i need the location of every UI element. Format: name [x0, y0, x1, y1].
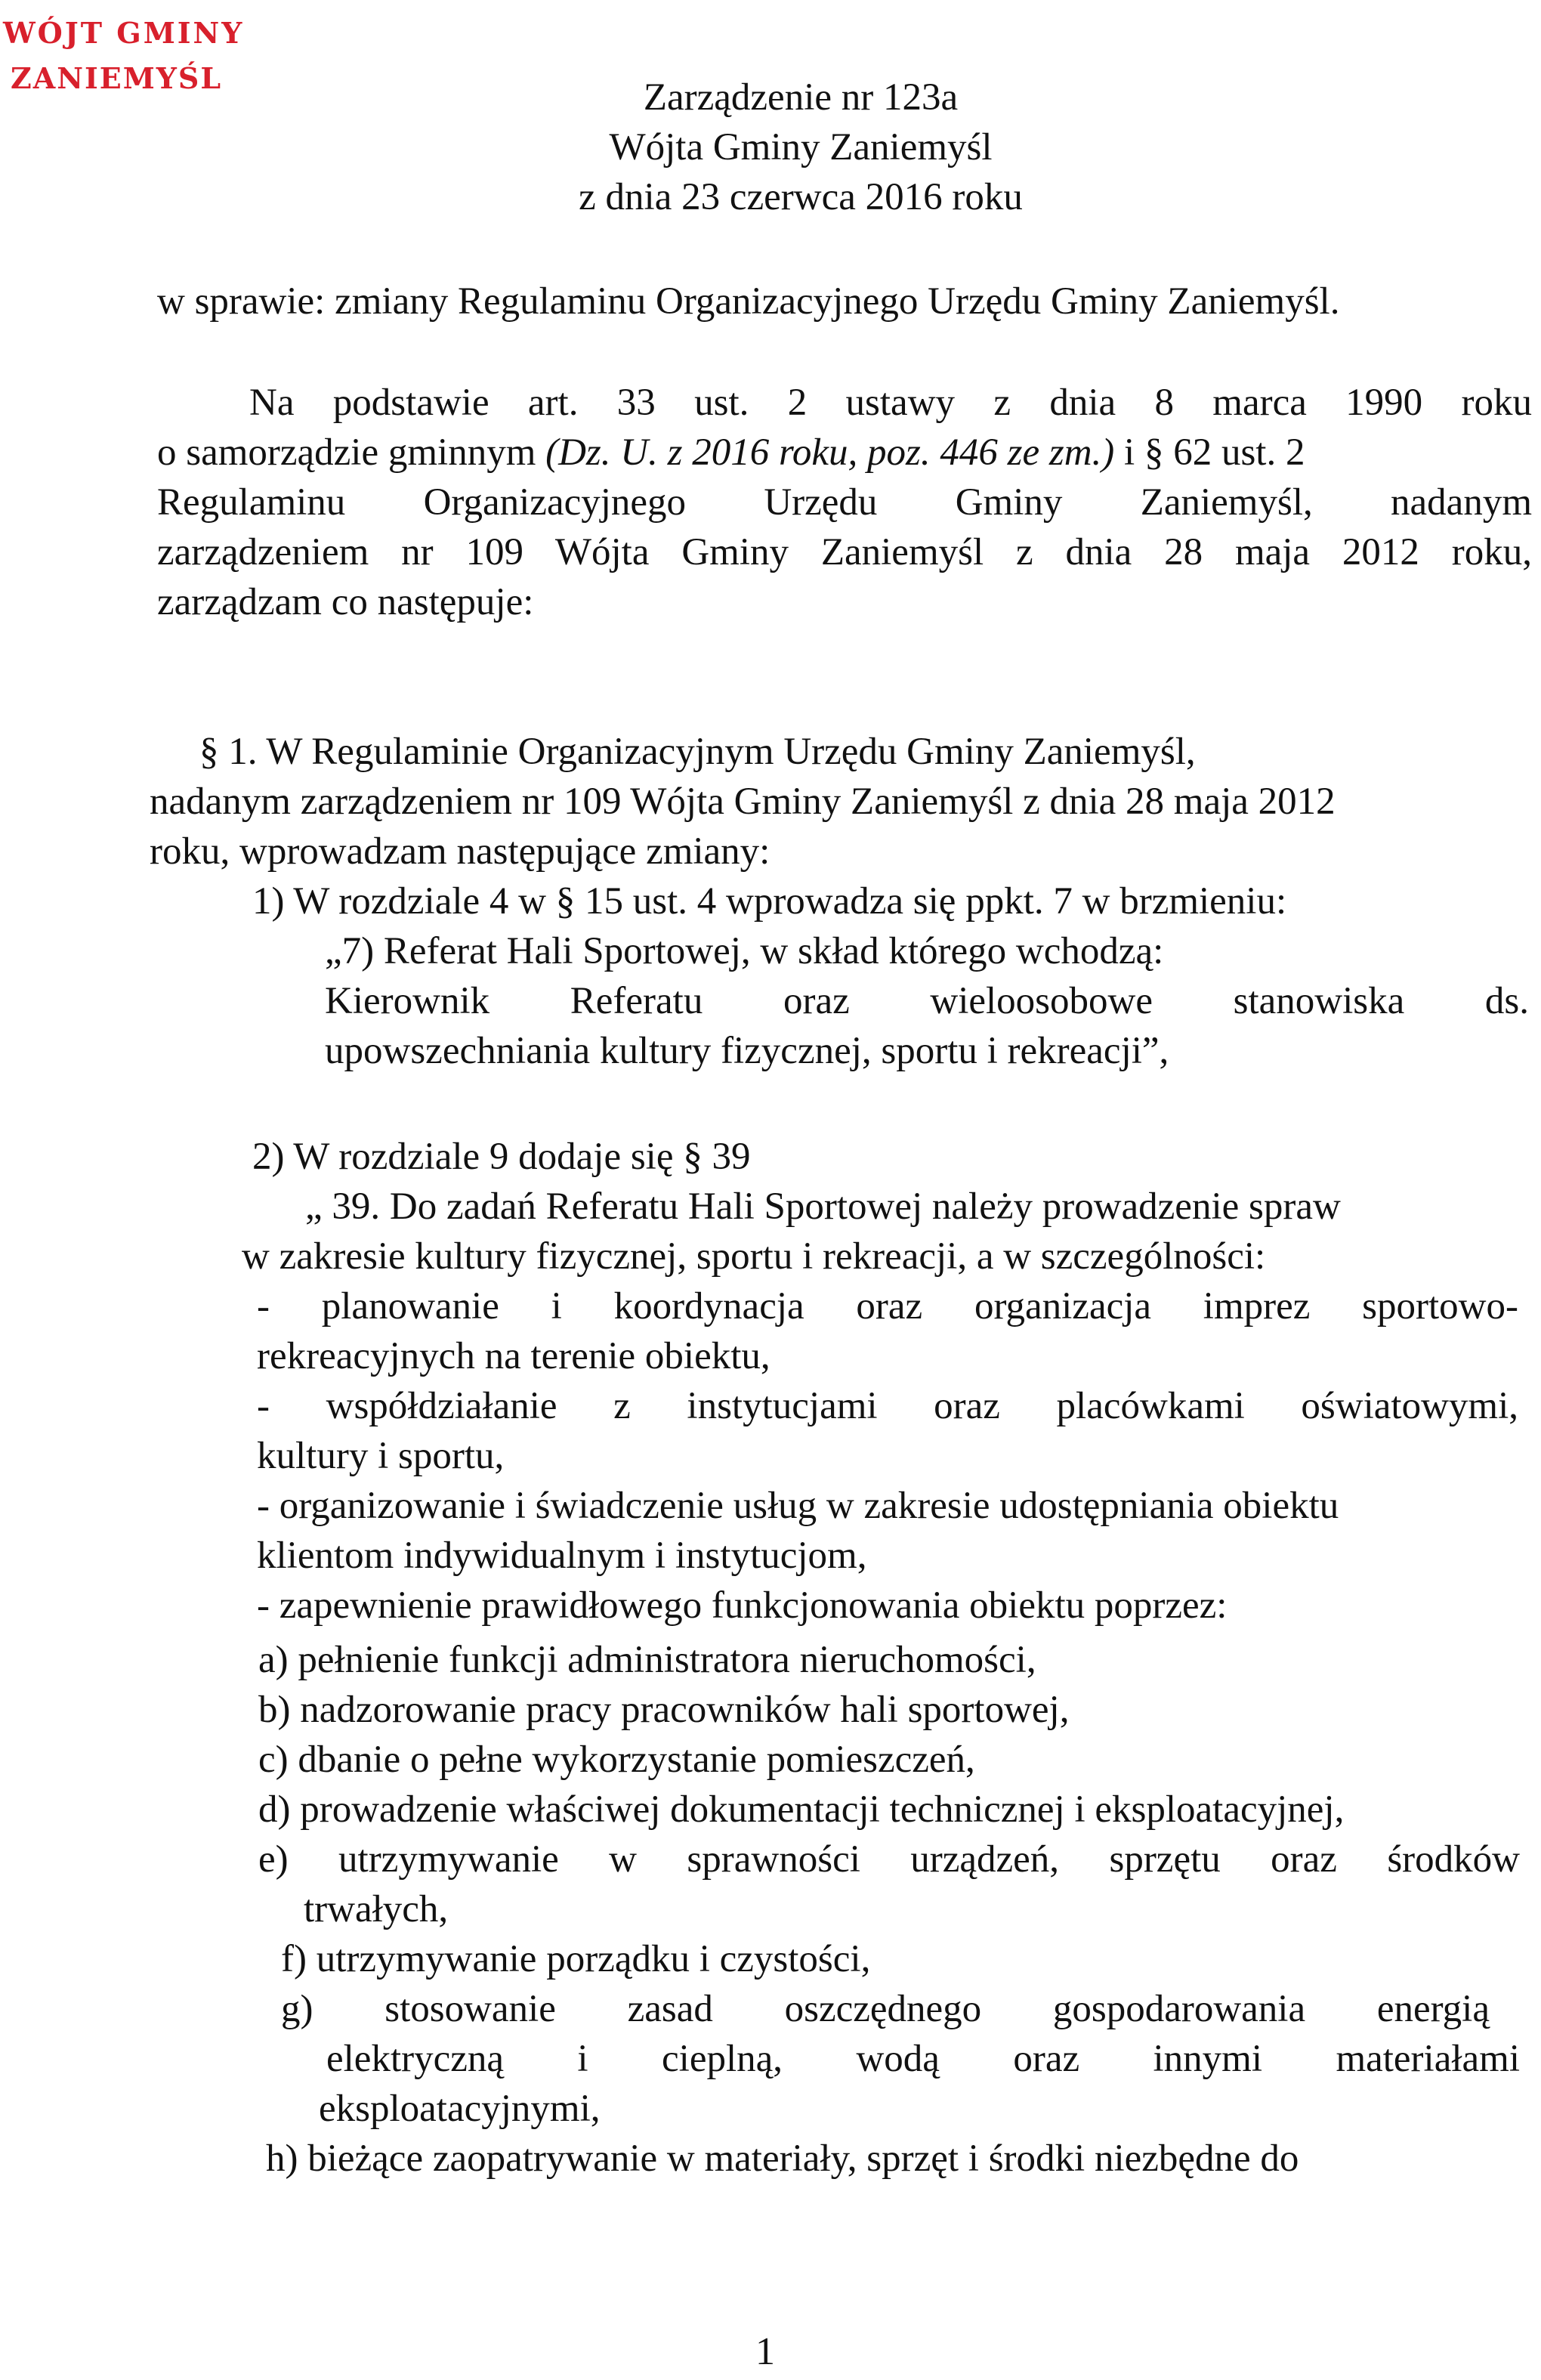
item-2-line: - współdziałanie z instytucjami oraz placówkami oświatowymi,: [257, 1385, 1518, 1427]
issuer: Wójta Gminy Zaniemyśl: [609, 126, 993, 168]
sub-item-continuation: eksploatacyjnymi,: [319, 2088, 601, 2130]
sub-item: e) utrzymywanie w sprawności urządzeń, sprzętu oraz środków: [258, 1838, 1520, 1881]
preamble: [157, 378, 1532, 627]
item-1-line: Kierownik Referatu oraz wieloosobowe stanowiska ds.: [325, 980, 1529, 1022]
official-stamp: [3, 11, 244, 101]
document-header: [574, 73, 1027, 222]
sub-item: h) bieżące zaopatrywanie w materiały, sprzęt i środki niezbędne do: [266, 2137, 1299, 2180]
section-1-line: nadanym zarządzeniem nr 109 Wójta Gminy Zaniemyśl z dnia 28 maja 2012: [150, 780, 1336, 823]
ordinance-number: Zarządzenie nr 123a: [643, 76, 959, 119]
sub-item-list: [258, 1635, 1520, 2184]
item-2-line: „ 39. Do zadań Referatu Hali Sportowej należy prowadzenie spraw: [305, 1185, 1341, 1228]
item-2-line: - planowanie i koordynacja oraz organizacja imprez sportowo-: [257, 1285, 1518, 1328]
subject-line: w sprawie: zmiany Regulaminu Organizacyjnego Urzędu Gminy Zaniemyśl.: [157, 280, 1340, 323]
stamp-line-1: WÓJT GMINY: [3, 16, 245, 50]
stamp-line-2: ZANIEMYŚL: [11, 61, 223, 95]
sub-item: a) pełnienie funkcji administratora nieruchomości,: [258, 1639, 1036, 1681]
preamble-line: o samorządzie gminnym (Dz. U. z 2016 roku, poz. 446 ze zm.) i § 62 ust. 2: [157, 431, 1305, 474]
item-1-line: upowszechniania kultury fizycznej, sportu i rekreacji”,: [325, 1030, 1169, 1072]
sub-item: b) nadzorowanie pracy pracowników hali sportowej,: [258, 1689, 1070, 1731]
item-2-line: rekreacyjnych na terenie obiektu,: [257, 1335, 770, 1377]
item-2-line: w zakresie kultury fizycznej, sportu i rekreacji, a w szczególności:: [242, 1235, 1266, 1278]
item-2-line: kultury i sportu,: [257, 1435, 505, 1477]
amendment-item-1: [252, 876, 1529, 1076]
preamble-line: zarządzeniem nr 109 Wójta Gminy Zaniemyśl z dnia 28 maja 2012 roku,: [157, 531, 1532, 573]
preamble-line: Na podstawie art. 33 ust. 2 ustawy z dnia 8 marca 1990 roku: [249, 382, 1532, 424]
section-1: [150, 727, 1509, 876]
item-1-line: 1) W rozdziale 4 w § 15 ust. 4 wprowadza się ppkt. 7 w brzmieniu:: [252, 880, 1287, 923]
sub-item-continuation: trwałych,: [304, 1888, 449, 1930]
sub-item-continuation: elektryczną i cieplną, wodą oraz innymi materiałami: [326, 2038, 1520, 2080]
item-1-line: „7) Referat Hali Sportowej, w skład którego wchodzą:: [325, 930, 1164, 972]
legal-citation: (Dz. U. z 2016 roku, poz. 446 ze zm.): [545, 431, 1115, 474]
section-1-line: § 1. W Regulaminie Organizacyjnym Urzędu Gminy Zaniemyśl,: [199, 731, 1196, 773]
page-number: 1: [755, 2330, 775, 2373]
item-2-line: - organizowanie i świadczenie usług w zakresie udostępniania obiektu: [257, 1485, 1339, 1527]
sub-item: d) prowadzenie właściwej dokumentacji technicznej i eksploatacyjnej,: [258, 1788, 1345, 1831]
item-2-line: klientom indywidualnym i instytucjom,: [257, 1535, 867, 1577]
item-2-line: - zapewnienie prawidłowego funkcjonowania obiektu poprzez:: [257, 1584, 1228, 1627]
sub-item: c) dbanie o pełne wykorzystanie pomieszczeń,: [258, 1739, 975, 1781]
sub-item: g) stosowanie zasad oszczędnego gospodarowania energią: [281, 1988, 1490, 2030]
preamble-line: zarządzam co następuje:: [157, 581, 534, 623]
amendment-item-2: [242, 1132, 1518, 1630]
sub-item: f) utrzymywanie porządku i czystości,: [281, 1938, 871, 1980]
issue-date: z dnia 23 czerwca 2016 roku: [579, 176, 1023, 218]
item-2-line: 2) W rozdziale 9 dodaje się § 39: [252, 1136, 751, 1178]
preamble-line: Regulaminu Organizacyjnego Urzędu Gminy Zaniemyśl, nadanym: [157, 481, 1532, 524]
section-1-line: roku, wprowadzam następujące zmiany:: [150, 830, 770, 873]
